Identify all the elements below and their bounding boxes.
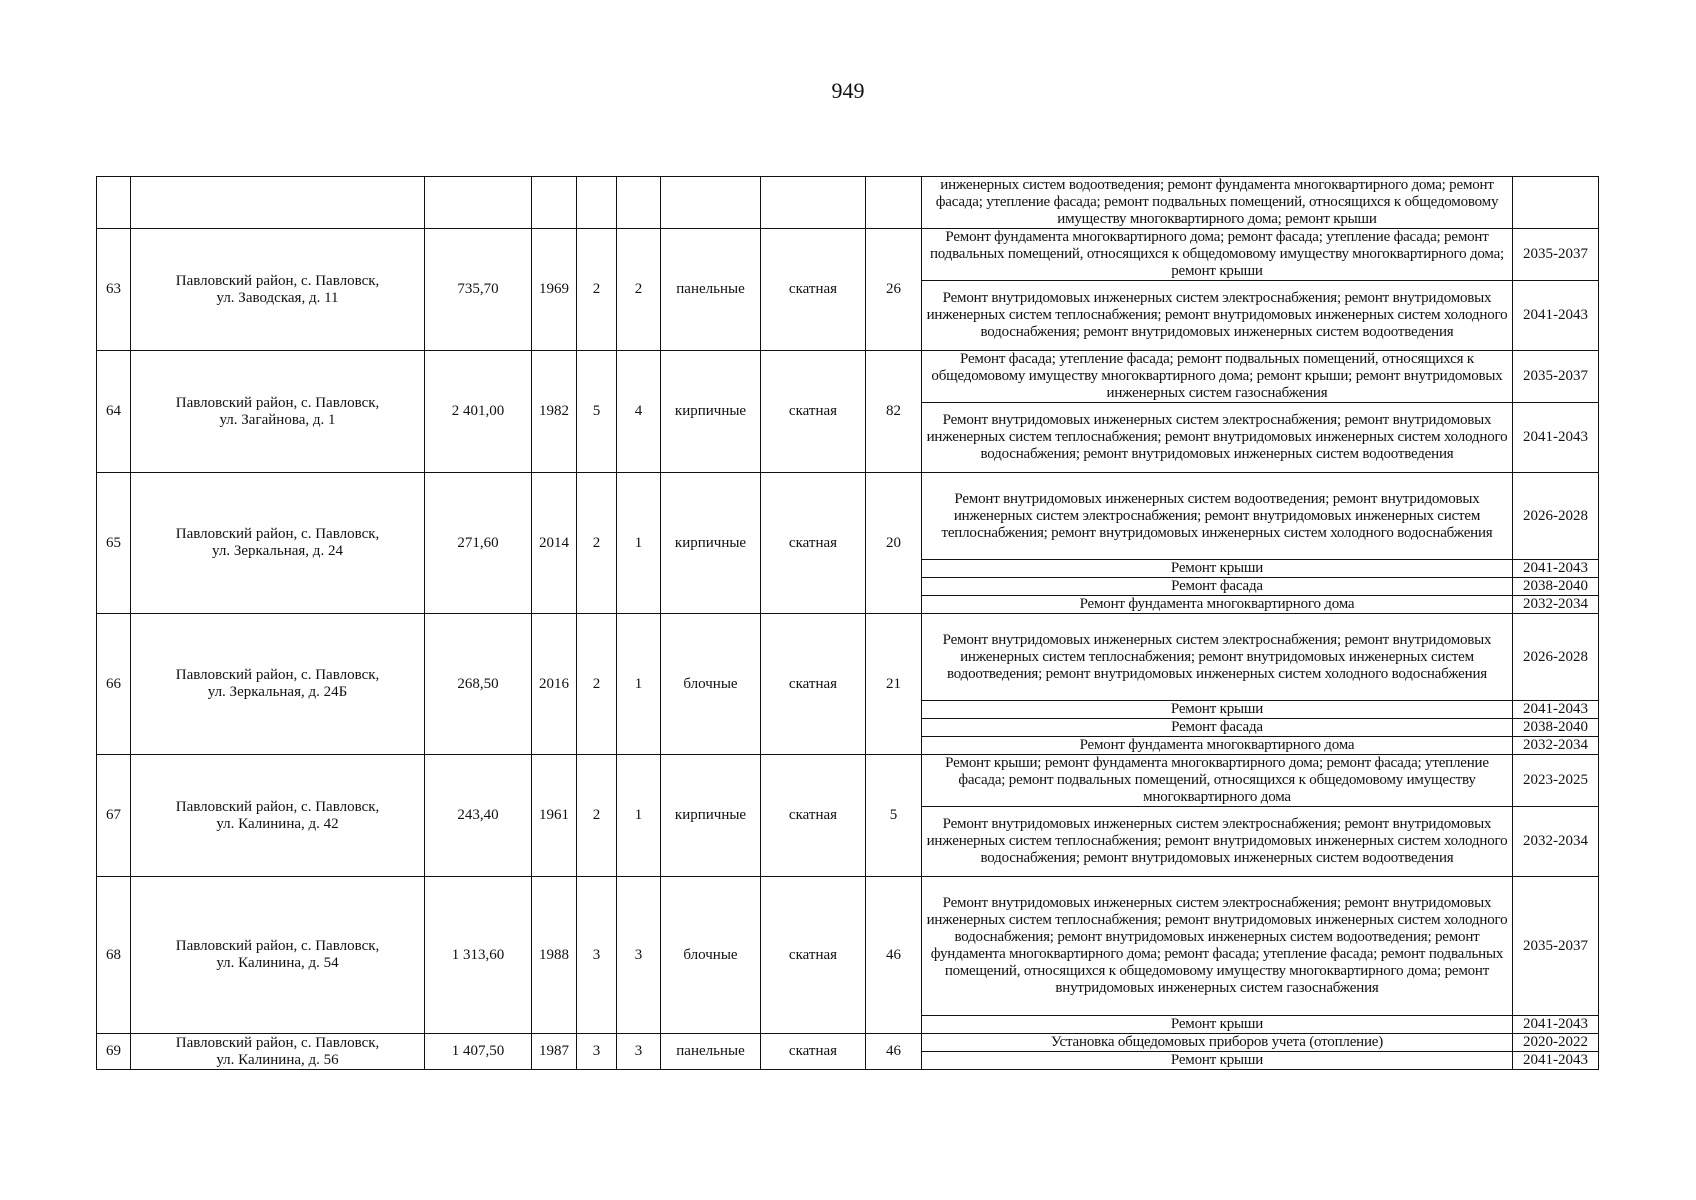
roof-type-cell: скатная xyxy=(761,877,866,1034)
address-cell xyxy=(131,229,425,351)
housing-repair-table xyxy=(96,176,1599,1070)
period-cell: 2041-2043 xyxy=(1513,1052,1599,1070)
area-cell: 243,40 xyxy=(425,755,532,877)
entrances-cell xyxy=(617,177,661,229)
work-description-cell: Ремонт крыши; ремонт фундамента многоквартирного дома; ремонт фасада; утепление фасада; ремонт подвальных помещений, относящихся к общедомовому имуществу многоквартирного дома xyxy=(922,755,1513,807)
address-cell xyxy=(131,351,425,473)
wall-material-cell: кирпичные xyxy=(661,473,761,614)
year-cell xyxy=(532,177,577,229)
roof-type-cell: скатная xyxy=(761,614,866,755)
roof-type-cell: скатная xyxy=(761,351,866,473)
area-cell: 2 401,00 xyxy=(425,351,532,473)
row-number: 64 xyxy=(97,351,131,473)
roof-type-cell xyxy=(761,177,866,229)
address-line-1: Павловский район, с. Павловск, xyxy=(175,394,380,411)
wall-material-cell xyxy=(661,177,761,229)
address-cell xyxy=(131,177,425,229)
period-cell: 2038-2040 xyxy=(1513,578,1599,596)
work-description-cell: Ремонт фасада xyxy=(922,719,1513,737)
address-line-1: Павловский район, с. Павловск, xyxy=(175,667,380,683)
row-number: 63 xyxy=(97,229,131,351)
residents-count-cell: 26 xyxy=(866,229,922,351)
row-number: 65 xyxy=(97,473,131,614)
wall-material-cell: панельные xyxy=(661,1034,761,1070)
work-description-cell: Ремонт крыши xyxy=(922,1052,1513,1070)
work-description-cell: Ремонт внутридомовых инженерных систем электроснабжения; ремонт внутридомовых инженерных систем теплоснабжения; ремонт внутридомовых инженерных систем холодного водоснабжения; ремонт внутридомовых инженерных систем водоотведения xyxy=(922,281,1513,351)
entrances-cell: 4 xyxy=(617,351,661,473)
floors-cell xyxy=(577,177,617,229)
work-description-cell: Ремонт внутридомовых инженерных систем электроснабжения; ремонт внутридомовых инженерных систем теплоснабжения; ремонт внутридомовых инженерных систем холодного водоснабжения; ремонт внутридомовых инженерных систем водоотведения xyxy=(922,403,1513,473)
wall-material-cell: кирпичные xyxy=(661,351,761,473)
year-cell: 2016 xyxy=(532,614,577,755)
address-line-1: Павловский район, с. Павловск, xyxy=(175,272,380,289)
year-cell: 2014 xyxy=(532,473,577,614)
table-row xyxy=(97,473,1599,560)
roof-type-cell: скатная xyxy=(761,755,866,877)
area-cell: 735,70 xyxy=(425,229,532,351)
address-line-1: Павловский район, с. Павловск, xyxy=(175,798,380,815)
wall-material-cell: блочные xyxy=(661,877,761,1034)
address-cell xyxy=(131,755,425,877)
address-line-2: ул. Загайнова, д. 1 xyxy=(219,411,336,428)
period-cell: 2020-2022 xyxy=(1513,1034,1599,1052)
page-number: 949 xyxy=(831,78,865,103)
entrances-cell: 3 xyxy=(617,877,661,1034)
floors-cell: 2 xyxy=(577,755,617,877)
period-cell: 2041-2043 xyxy=(1513,701,1599,719)
work-description-cell: Установка общедомовых приборов учета (отопление) xyxy=(922,1034,1513,1052)
table-row xyxy=(97,614,1599,701)
period-cell: 2032-2034 xyxy=(1513,737,1599,755)
period-cell: 2041-2043 xyxy=(1513,1016,1599,1034)
row-number: 67 xyxy=(97,755,131,877)
table-row xyxy=(97,229,1599,281)
period-cell: 2026-2028 xyxy=(1513,614,1599,701)
address-line-1: Павловский район, с. Павловск, xyxy=(175,526,380,542)
area-cell: 268,50 xyxy=(425,614,532,755)
area-cell: 271,60 xyxy=(425,473,532,614)
wall-material-cell: кирпичные xyxy=(661,755,761,877)
roof-type-cell: скатная xyxy=(761,229,866,351)
work-description-cell: Ремонт внутридомовых инженерных систем электроснабжения; ремонт внутридомовых инженерных систем теплоснабжения; ремонт внутридомовых инженерных систем холодного водоснабжения; ремонт внутридомовых инженерных систем водоотведения xyxy=(922,807,1513,877)
table-row xyxy=(97,877,1599,1016)
residents-count-cell: 82 xyxy=(866,351,922,473)
residents-count-cell: 20 xyxy=(866,473,922,614)
work-description-cell: Ремонт фундамента многоквартирного дома; ремонт фасада; утепление фасада; ремонт подвальных помещений, относящихся к общедомовому имуществу многоквартирного дома; ремонт крыши xyxy=(922,229,1513,281)
area-cell: 1 313,60 xyxy=(425,877,532,1034)
entrances-cell: 1 xyxy=(617,614,661,755)
work-description-cell: Ремонт крыши xyxy=(922,560,1513,578)
address-cell xyxy=(131,614,425,755)
year-cell: 1969 xyxy=(532,229,577,351)
work-description-cell: Ремонт внутридомовых инженерных систем водоотведения; ремонт внутридомовых инженерных систем электроснабжения; ремонт внутридомовых инженерных систем теплоснабжения; ремонт внутридомовых инженерных систем холодного водоснабжения xyxy=(922,473,1513,560)
address-cell xyxy=(131,1034,425,1070)
work-description-cell: Ремонт крыши xyxy=(922,1016,1513,1034)
table-row xyxy=(97,351,1599,403)
floors-cell: 3 xyxy=(577,1034,617,1070)
wall-material-cell: панельные xyxy=(661,229,761,351)
address-cell xyxy=(131,877,425,1034)
roof-type-cell: скатная xyxy=(761,473,866,614)
period-cell: 2041-2043 xyxy=(1513,560,1599,578)
address-line-2: ул. Калинина, д. 56 xyxy=(216,1051,339,1068)
row-number xyxy=(97,177,131,229)
floors-cell: 5 xyxy=(577,351,617,473)
address-line-2: ул. Зеркальная, д. 24 xyxy=(212,543,343,559)
work-description-cell: Ремонт фасада xyxy=(922,578,1513,596)
address-line-2: ул. Калинина, д. 54 xyxy=(216,955,339,971)
period-cell: 2038-2040 xyxy=(1513,719,1599,737)
period-cell: 2035-2037 xyxy=(1513,877,1599,1016)
residents-count-cell: 46 xyxy=(866,877,922,1034)
floors-cell: 2 xyxy=(577,614,617,755)
period-cell: 2035-2037 xyxy=(1513,229,1599,281)
entrances-cell: 1 xyxy=(617,755,661,877)
period-cell: 2041-2043 xyxy=(1513,403,1599,473)
residents-count-cell: 21 xyxy=(866,614,922,755)
residents-count-cell xyxy=(866,177,922,229)
period-cell: 2032-2034 xyxy=(1513,596,1599,614)
period-cell: 2041-2043 xyxy=(1513,281,1599,351)
address-line-2: ул. Зеркальная, д. 24Б xyxy=(207,684,348,700)
work-description-cell: Ремонт фасада; утепление фасада; ремонт подвальных помещений, относящихся к общедомовому имуществу многоквартирного дома; ремонт крыши; ремонт внутридомовых инженерных систем газоснабжения xyxy=(922,351,1513,403)
area-cell xyxy=(425,177,532,229)
work-description-cell: инженерных систем водоотведения; ремонт фундамента многоквартирного дома; ремонт фасада; утепление фасада; ремонт подвальных помещений, относящихся к общедомовому имуществу многоквартирного дома; ремонт крыши xyxy=(922,177,1513,229)
row-number: 68 xyxy=(97,877,131,1034)
period-cell xyxy=(1513,177,1599,229)
period-cell: 2026-2028 xyxy=(1513,473,1599,560)
area-cell: 1 407,50 xyxy=(425,1034,532,1070)
row-number: 69 xyxy=(97,1034,131,1070)
work-description-cell: Ремонт фундамента многоквартирного дома xyxy=(922,737,1513,755)
table-body xyxy=(97,177,1599,1070)
year-cell: 1987 xyxy=(532,1034,577,1070)
period-cell: 2032-2034 xyxy=(1513,807,1599,877)
residents-count-cell: 5 xyxy=(866,755,922,877)
entrances-cell: 1 xyxy=(617,473,661,614)
address-line-2: ул. Калинина, д. 42 xyxy=(216,815,339,832)
period-cell: 2035-2037 xyxy=(1513,351,1599,403)
work-description-cell: Ремонт внутридомовых инженерных систем электроснабжения; ремонт внутридомовых инженерных систем теплоснабжения; ремонт внутридомовых инженерных систем холодного водоснабжения; ремонт внутридомовых инженерных систем водоотведения; ремонт фундамента многоквартирного дома; ремонт фасада; утепление фасада; ремонт подвальных помещений, относящихся к общедомовому имуществу многоквартирного дома; ремонт внутридомовых инженерных систем газоснабжения xyxy=(922,877,1513,1016)
floors-cell: 2 xyxy=(577,229,617,351)
table-row xyxy=(97,755,1599,807)
address-cell xyxy=(131,473,425,614)
work-description-cell: Ремонт фундамента многоквартирного дома xyxy=(922,596,1513,614)
roof-type-cell: скатная xyxy=(761,1034,866,1070)
floors-cell: 3 xyxy=(577,877,617,1034)
year-cell: 1988 xyxy=(532,877,577,1034)
address-line-1: Павловский район, с. Павловск, xyxy=(175,1034,380,1051)
period-cell: 2023-2025 xyxy=(1513,755,1599,807)
row-number: 66 xyxy=(97,614,131,755)
entrances-cell: 2 xyxy=(617,229,661,351)
entrances-cell: 3 xyxy=(617,1034,661,1070)
table-row xyxy=(97,1034,1599,1052)
floors-cell: 2 xyxy=(577,473,617,614)
address-line-2: ул. Заводская, д. 11 xyxy=(216,289,339,306)
address-line-1: Павловский район, с. Павловск, xyxy=(175,938,380,954)
work-description-cell: Ремонт внутридомовых инженерных систем электроснабжения; ремонт внутридомовых инженерных систем теплоснабжения; ремонт внутридомовых инженерных систем водоотведения; ремонт внутридомовых инженерных систем холодного водоснабжения xyxy=(922,614,1513,701)
year-cell: 1961 xyxy=(532,755,577,877)
year-cell: 1982 xyxy=(532,351,577,473)
wall-material-cell: блочные xyxy=(661,614,761,755)
table-row xyxy=(97,177,1599,229)
residents-count-cell: 46 xyxy=(866,1034,922,1070)
work-description-cell: Ремонт крыши xyxy=(922,701,1513,719)
